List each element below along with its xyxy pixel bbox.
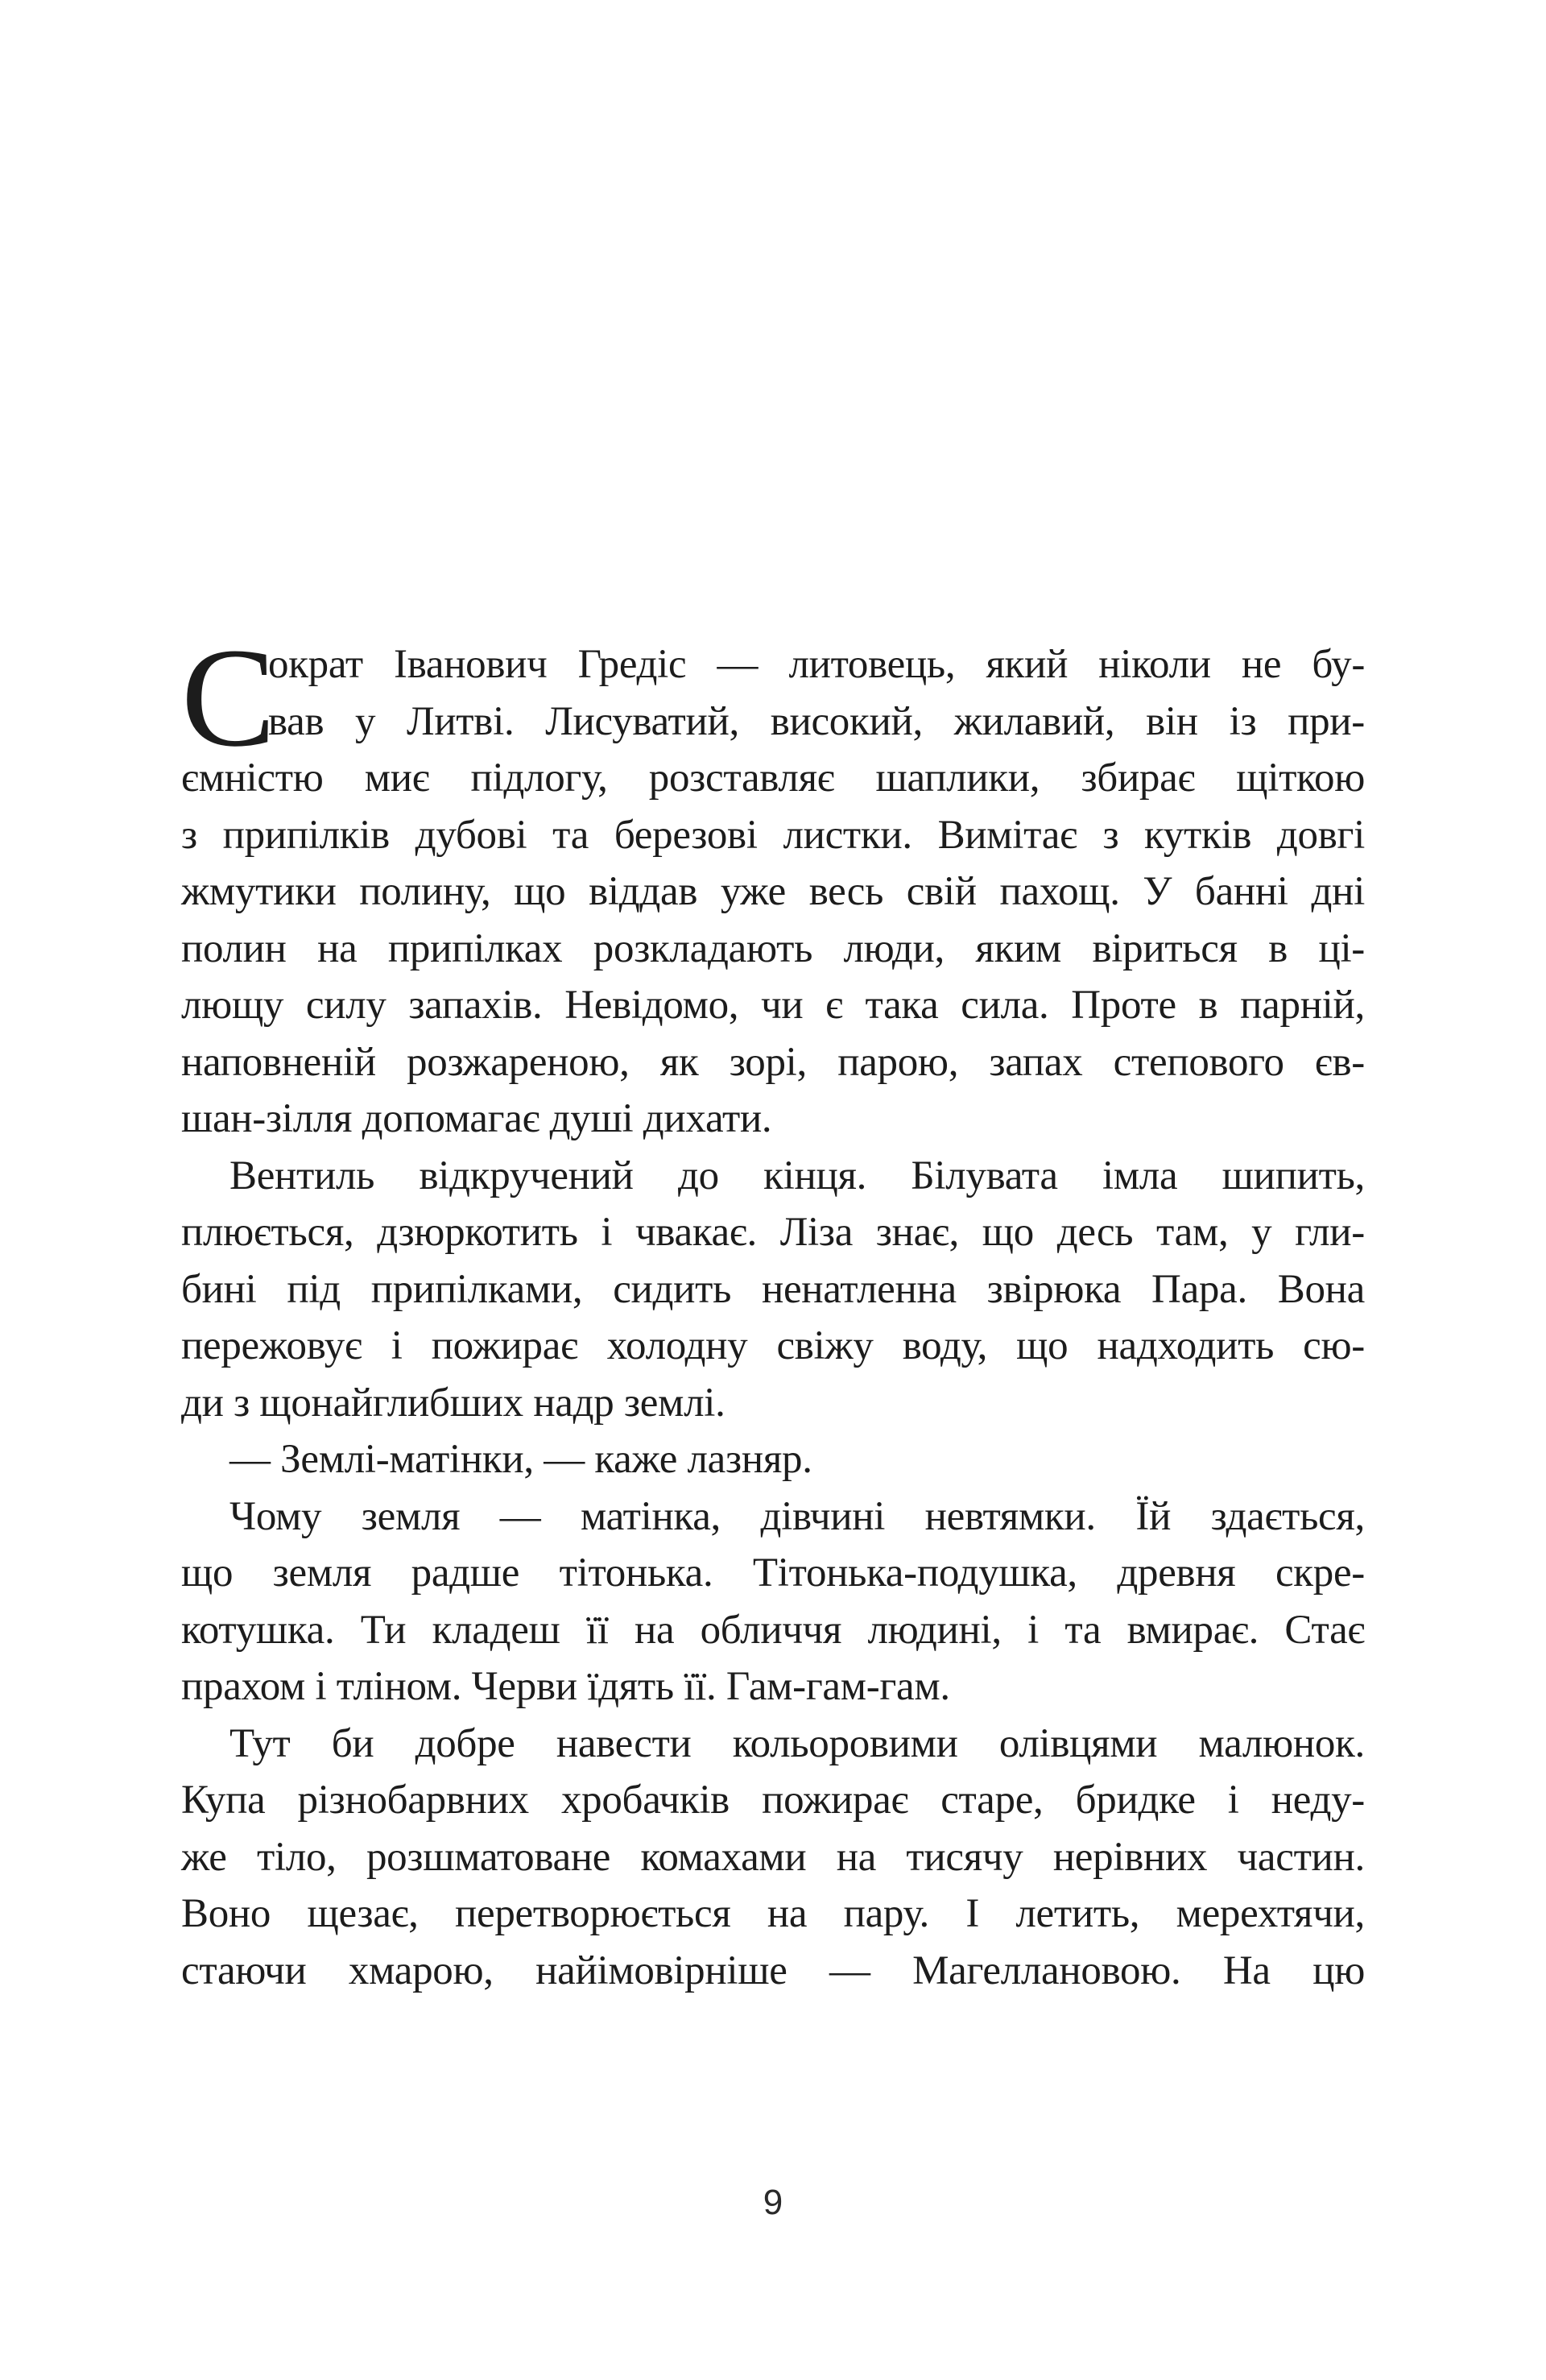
text-line: стаючи хмарою, найімовірніше — Магеллановою. На цю [181, 1947, 1365, 1993]
text-line: пережовує і пожирає холодну свіжу воду, що надходить сю- [181, 1323, 1365, 1368]
text-line: лющу силу запахів. Невідомо, чи є така сила. Проте в парній, [181, 983, 1365, 1028]
text-line: прахом і тліном. Черви їдять її. Гам-гам-гам. [181, 1664, 950, 1709]
text-line: — Землі-матінки, — каже лазняр. [229, 1437, 812, 1482]
text-line: Вентиль відкручений до кінця. Білувата імла шипить, [229, 1153, 1365, 1198]
text-line: же тіло, розшматоване комахами на тисячу нерівних частин. [181, 1834, 1365, 1880]
text-line: з припілків дубові та березові листки. Вимітає з кутків довгі [181, 812, 1365, 858]
text-line: Чому земля — матінка, дівчині невтямки. Їй здається, [229, 1493, 1365, 1539]
text-line: полин на припілках розкладають люди, яким віриться в ці- [181, 925, 1365, 971]
page-number: 9 [763, 2183, 783, 2222]
drop-cap-letter: С [181, 619, 276, 776]
text-line: вав у Литві. Лисуватий, високий, жилавий, він із при- [268, 698, 1365, 744]
text-line: Воно щезає, перетворюється на пару. І летить, мерехтячи, [181, 1891, 1365, 1936]
text-line: котушка. Ти кладеш її на обличчя людині, і та вмирає. Стає [181, 1607, 1365, 1653]
text-line: Купа різнобарвних хробачків пожирає старе, бридке і неду- [181, 1778, 1365, 1823]
text-line: ократ Іванович Гредіс — литовець, який ніколи не бу- [268, 642, 1365, 687]
text-line: бині під припілками, сидить ненатленна звірюка Пара. Вона [181, 1266, 1365, 1312]
text-line: Тут би добре навести кольоровими олівцями малюнок. [229, 1720, 1365, 1766]
text-line: що земля радше тітонька. Тітонька-подушка, древня скре- [181, 1550, 1365, 1596]
body-text [181, 619, 1365, 1999]
text-line: ємністю миє підлогу, розставляє шаплики, збирає щіткою [181, 755, 1365, 801]
text-line: шан-зілля допомагає душі дихати. [181, 1096, 772, 1141]
text-line: плюється, дзюркотить і чвакає. Ліза знає, що десь там, у гли- [181, 1210, 1365, 1255]
text-line: жмутики полину, що віддав уже весь свій пахощ. У банні дні [181, 869, 1365, 914]
text-line: ди з щонайглибших надр землі. [181, 1380, 725, 1426]
text-line: наповненій розжареною, як зорі, парою, запах степового єв- [181, 1039, 1365, 1085]
